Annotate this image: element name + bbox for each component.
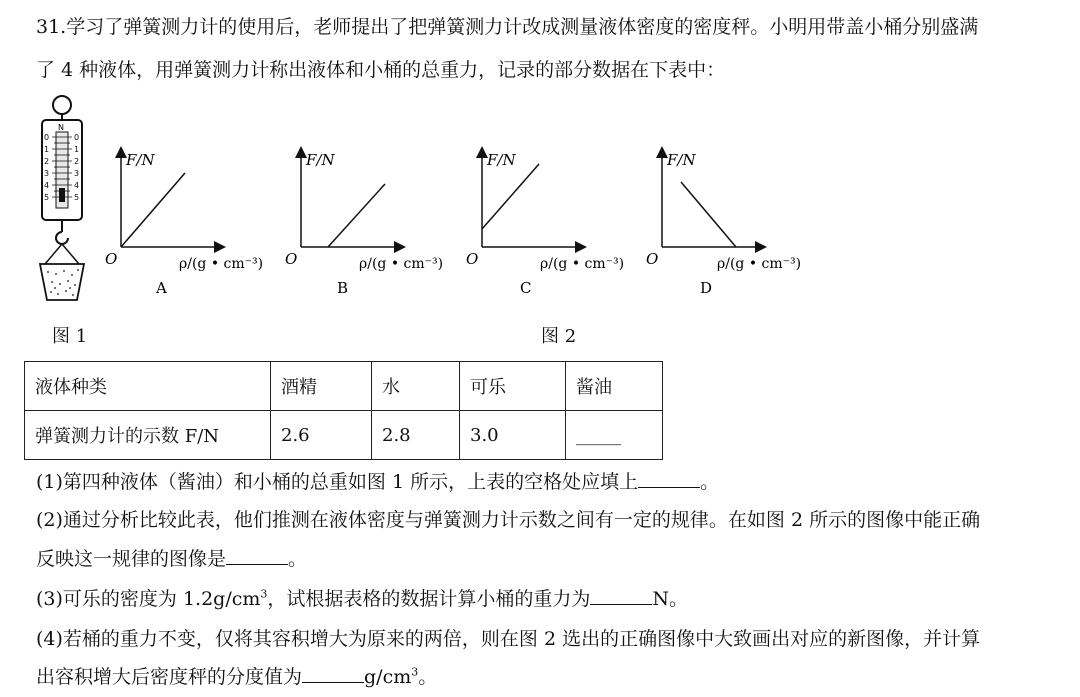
tick-3-left: 3 [44, 169, 50, 178]
part-3-sup: 3 [260, 587, 268, 601]
graph-c-x-label: ρ/(g • cm⁻³) [540, 256, 625, 272]
part-1-text: (1)第四种液体（酱油）和小桶的总重如图 1 所示，上表的空格处应填上 [36, 471, 639, 493]
graph-a [105, 151, 263, 297]
tick-1-left: 1 [44, 145, 50, 154]
question-line-2: 了 4 种液体，用弹簧测力计称出液体和小桶的总重力，记录的部分数据在下表中： [36, 59, 726, 81]
part-4-sup: 3 [411, 665, 419, 679]
table-cell: 酒精 [271, 362, 372, 411]
table-row [25, 362, 663, 411]
answer-blank-2 [226, 546, 288, 565]
part-3 [36, 584, 688, 611]
table-cell: 液体种类 [25, 362, 271, 411]
graph-c [466, 151, 624, 297]
tick-3-right: 3 [74, 169, 80, 178]
part-3-end: N。 [652, 588, 689, 610]
tick-2-right: 2 [74, 157, 80, 166]
graph-d-line [681, 182, 736, 247]
graph-d-letter: D [700, 279, 713, 297]
graph-b-y-label: F/N [306, 151, 335, 169]
graph-a-origin: O [105, 250, 118, 268]
graph-b-letter: B [337, 279, 349, 297]
part-2-end: 。 [288, 548, 308, 570]
graph-b-x-label: ρ/(g • cm⁻³) [359, 256, 444, 272]
part-4-line-1: (4)若桶的重力不变，仅将其容积增大为原来的两倍，则在图 2 选出的正确图像中大致画出对应的新图像，并计算 [36, 628, 981, 650]
graph-a-y-label: F/N [126, 151, 155, 169]
tick-5-left: 5 [44, 193, 50, 202]
graph-a-x-label: ρ/(g • cm⁻³) [179, 256, 264, 272]
part-1-end: 。 [700, 471, 720, 493]
graph-a-line [121, 173, 185, 247]
table-cell: 2.8 [372, 411, 460, 460]
table-cell: 弹簧测力计的示数 F/N [25, 411, 271, 460]
answer-blank-1 [638, 469, 700, 488]
part-3-text-a: (3)可乐的密度为 1.2g/cm [36, 588, 261, 610]
tick-2-left: 2 [44, 157, 50, 166]
part-4-end: 。 [418, 666, 438, 688]
graph-b [285, 151, 443, 297]
graph-c-line [482, 164, 539, 229]
table-cell: 酱油 [566, 362, 663, 411]
graph-c-origin: O [466, 250, 479, 268]
part-4-line-2 [36, 662, 437, 689]
table-cell: 3.0 [460, 411, 566, 460]
graph-d-origin: O [646, 250, 659, 268]
graph-d-x-label: ρ/(g • cm⁻³) [717, 256, 802, 272]
tick-0-left: 0 [44, 133, 50, 142]
graph-b-origin: O [285, 250, 298, 268]
part-2-text: 反映这一规律的图像是 [36, 548, 227, 570]
table-cell-blank: _____ [566, 411, 663, 460]
table-cell: 2.6 [271, 411, 372, 460]
data-table [24, 361, 663, 460]
graph-a-letter: A [156, 279, 167, 297]
tick-4-left: 4 [44, 181, 50, 190]
scale-letter-n: N [58, 123, 64, 132]
tick-0-right: 0 [74, 133, 80, 142]
figure1-caption: 图 1 [52, 326, 88, 347]
figure2-caption: 图 2 [541, 326, 577, 347]
part-4-unit: g/cm [364, 666, 412, 688]
table-row [25, 411, 663, 460]
figure1-spring-scale [30, 92, 100, 307]
graph-d [646, 151, 801, 297]
tick-4-right: 4 [74, 181, 80, 190]
part-2-line-2 [36, 544, 307, 571]
graph-b-line [328, 184, 385, 247]
table-cell: 水 [372, 362, 460, 411]
graph-c-letter: C [520, 279, 532, 297]
table-cell: 可乐 [460, 362, 566, 411]
graph-d-y-label: F/N [667, 151, 696, 169]
tick-1-right: 1 [74, 145, 80, 154]
part-1 [36, 467, 719, 494]
question-line-1: 31.学习了弹簧测力计的使用后，老师提出了把弹簧测力计改成测量液体密度的密度秤。小明用带盖小桶分别盛满 [36, 16, 979, 38]
graph-c-y-label: F/N [487, 151, 516, 169]
answer-blank-3 [590, 586, 652, 605]
answer-blank-4 [302, 664, 364, 683]
part-3-text-b: ，试根据表格的数据计算小桶的重力为 [267, 588, 591, 610]
figure2-graphs [95, 140, 825, 305]
tick-5-right: 5 [74, 193, 80, 202]
part-2-line-1: (2)通过分析比较此表，他们推测在液体密度与弹簧测力计示数之间有一定的规律。在如图 2 所示的图像中能正确 [36, 509, 981, 531]
part-4-text: 出容积增大后密度秤的分度值为 [36, 666, 303, 688]
